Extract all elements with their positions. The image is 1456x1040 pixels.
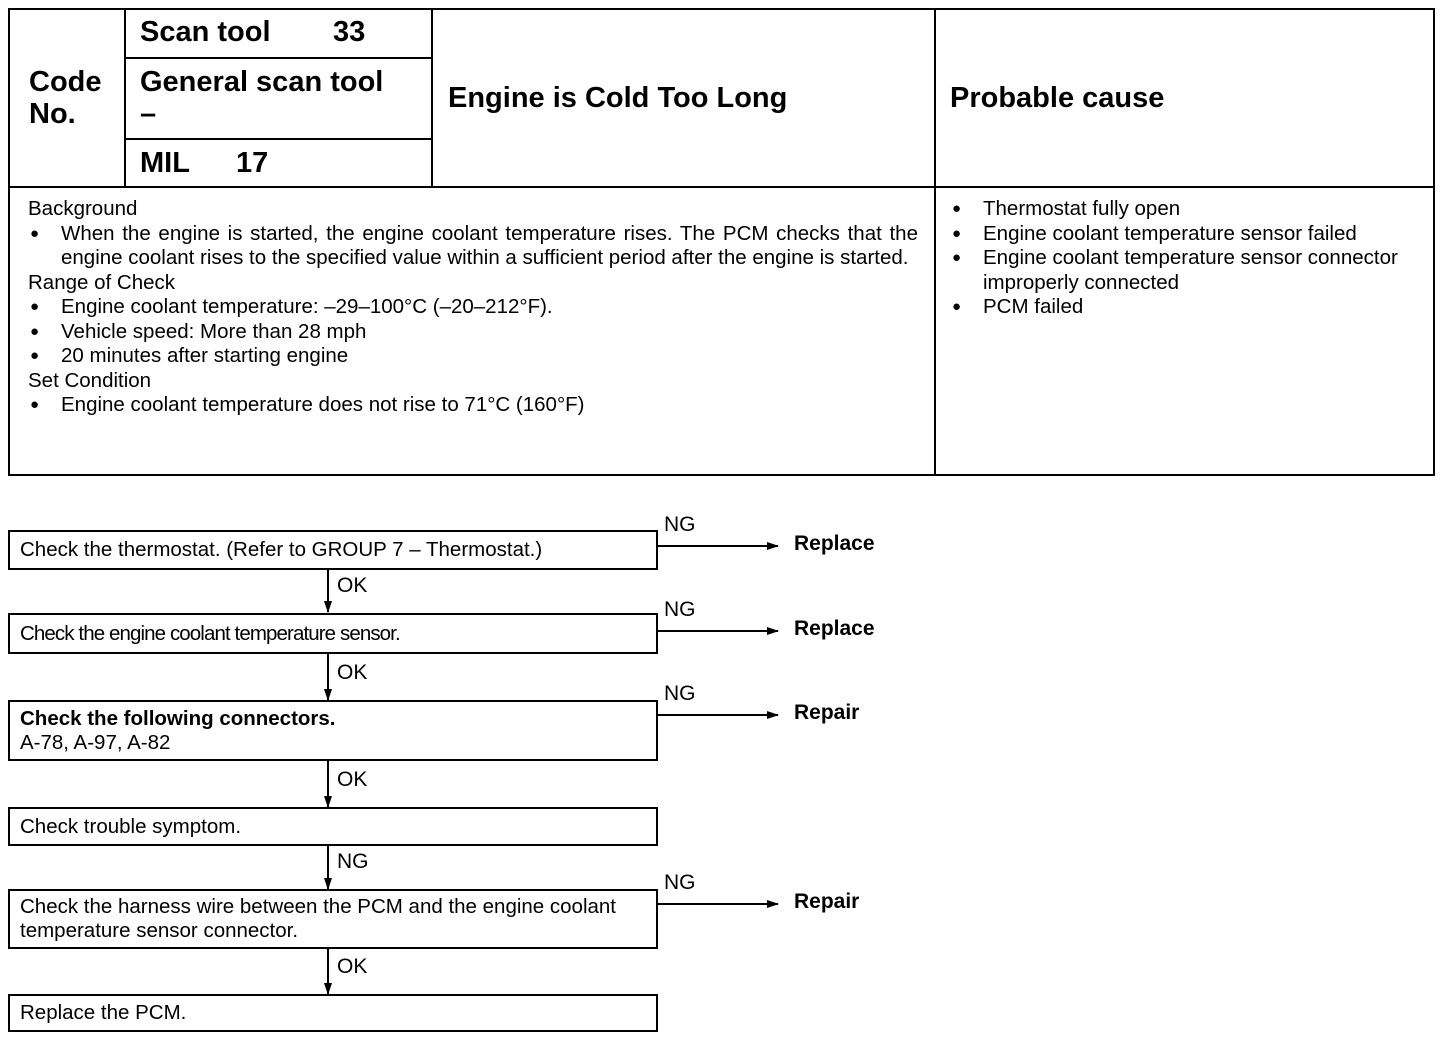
list-item: ● Engine coolant temperature sensor failed [950, 222, 1420, 247]
general-scan-tool-label: General scan tool [140, 66, 384, 98]
result-label: Repair [794, 701, 860, 724]
result-label: Repair [794, 890, 860, 913]
step-title: Check the following connectors. [20, 706, 336, 730]
flow-step-1 [8, 530, 658, 570]
flow-step-5 [8, 889, 658, 949]
list-item: ● Engine coolant temperature does not rise to 71°C (160°F) [28, 393, 918, 418]
ng-label: NG [664, 513, 696, 536]
list-item: ● Vehicle speed: More than 28 mph [28, 320, 918, 345]
list-item: ● PCM failed [950, 295, 1420, 320]
list-item: ● Thermostat fully open [950, 197, 1420, 222]
background-heading: Background [28, 197, 138, 220]
flow-step-2 [8, 613, 658, 654]
list-item: ● Engine coolant temperature: –29–100°C (–20–212°F). [28, 295, 918, 320]
step-text: Check trouble symptom. [20, 814, 242, 838]
ng-label: NG [664, 682, 696, 705]
ok-label: OK [337, 955, 368, 978]
mil-label: MIL [140, 147, 190, 179]
range-heading: Range of Check [28, 270, 176, 294]
step-text: Check the engine coolant temperature sensor. [20, 621, 400, 645]
ng-label: NG [664, 871, 696, 894]
scan-tool-label: Scan tool [140, 16, 271, 48]
ok-label: OK [337, 768, 368, 791]
mil-value: 17 [236, 147, 269, 179]
list-item: ● 20 minutes after starting engine [28, 344, 918, 369]
step-detail: A-78, A-97, A-82 [20, 730, 171, 754]
ng-label: NG [664, 598, 696, 621]
list-item: ● When the engine is started, the engine coolant temperature rises. The PCM checks that the engine coolant rises to the specified value within a sufficient period after the engine is started. [28, 222, 918, 271]
ng-label: NG [337, 850, 369, 873]
step-text: Check the harness wire between the PCM and the engine coolant temperature sensor connector. [20, 895, 617, 942]
result-label: Replace [794, 617, 875, 640]
flow-step-6 [8, 994, 658, 1032]
step-text: Replace the PCM. [20, 1001, 187, 1024]
ok-label: OK [337, 574, 368, 597]
probable-cause-heading: Probable cause [950, 82, 1165, 114]
general-scan-tool-value: – [140, 98, 157, 130]
scan-tool-value: 33 [333, 16, 366, 48]
set-condition-heading: Set Condition [28, 368, 152, 392]
result-label: Replace [794, 532, 875, 555]
code-no-label: Code No. [29, 66, 102, 130]
flow-step-3 [8, 700, 658, 761]
step-text: Check the thermostat. (Refer to GROUP 7 – Thermostat.) [20, 538, 543, 561]
page-title: Engine is Cold Too Long [448, 82, 788, 114]
ok-label: OK [337, 661, 368, 684]
list-item: ● Engine coolant temperature sensor connector improperly connected [950, 246, 1420, 295]
flow-step-4 [8, 807, 658, 846]
